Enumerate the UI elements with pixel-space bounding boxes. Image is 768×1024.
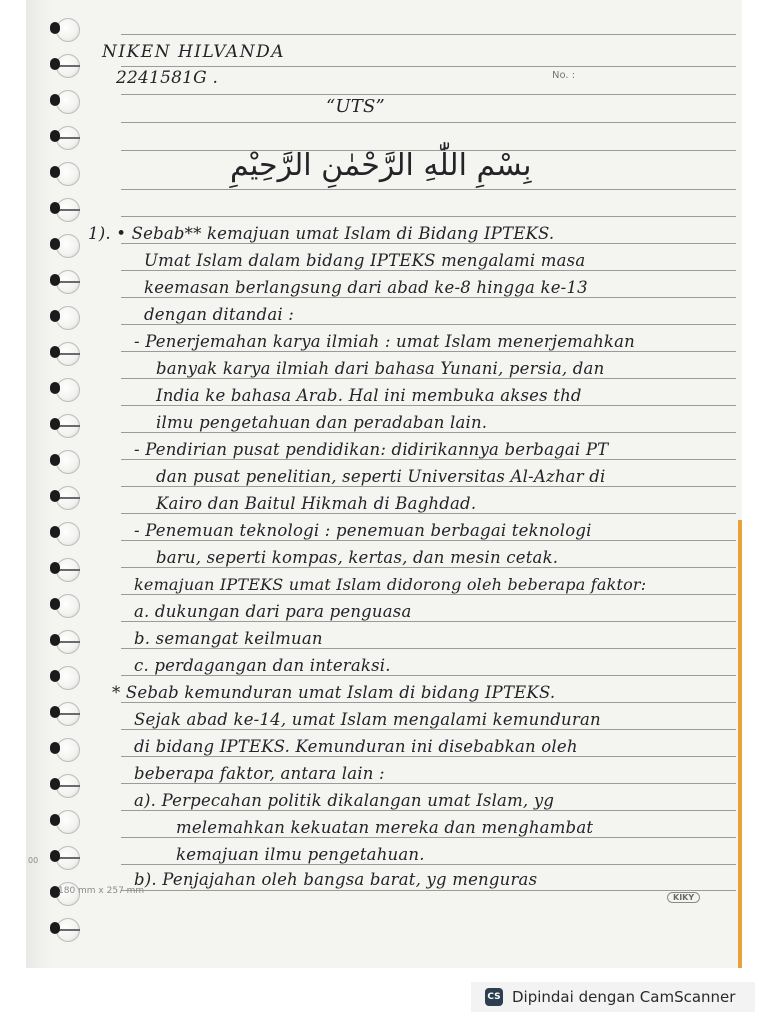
rule-line [121, 702, 736, 703]
rule-line [121, 432, 736, 433]
rule-line [121, 243, 736, 244]
scanned-page [26, 0, 742, 968]
rule-line [121, 567, 736, 568]
binder-ring [50, 22, 60, 34]
rule-line [121, 486, 736, 487]
text-line: c. perdagangan dan interaksi. [134, 656, 391, 675]
text-line: kemajuan ilmu pengetahuan. [176, 845, 425, 864]
text-line: dengan ditandai : [144, 305, 295, 324]
binder-ring [50, 454, 60, 466]
rule-line [121, 837, 736, 838]
rule-line [121, 459, 736, 460]
binder-ring [50, 274, 60, 286]
rule-line [121, 122, 736, 123]
rule-line [121, 378, 736, 379]
rule-line [121, 540, 736, 541]
binder-ring [50, 166, 60, 178]
binder-ring [50, 346, 60, 358]
binder-ring [50, 850, 60, 862]
paper-brand-logo: KIKY [667, 892, 700, 903]
text-line: - Pendirian pusat pendidikan: didirikannya berbagai PT [134, 440, 609, 459]
text-line: Umat Islam dalam bidang IPTEKS mengalami masa [144, 251, 586, 270]
binder-ring [50, 598, 60, 610]
text-line: a. dukungan dari para penguasa [134, 602, 412, 621]
text-line: kemajuan IPTEKS umat Islam didorong oleh beberapa faktor: [134, 575, 647, 594]
student-id: 2241581G . [116, 68, 219, 88]
text-line: dan pusat penelitian, seperti Universitas Al-Azhar di [156, 467, 606, 486]
camscanner-text: Dipindai dengan CamScanner [512, 988, 736, 1006]
binder-holes [56, 18, 96, 958]
rule-line [121, 621, 736, 622]
paper-size-print: 180 mm x 257 mm [58, 886, 145, 896]
text-line: keemasan berlangsung dari abad ke-8 hingga ke-13 [144, 278, 588, 297]
rule-line [121, 405, 736, 406]
text-line: - Penerjemahan karya ilmiah : umat Islam menerjemahkan [134, 332, 635, 351]
text-line: 1). • Sebab** kemajuan umat Islam di Bidang IPTEKS. [88, 224, 555, 243]
rule-line [121, 351, 736, 352]
rule-line [121, 675, 736, 676]
student-name: NIKEN HILVANDA [102, 42, 285, 62]
camscanner-icon: CS [485, 988, 503, 1006]
binder-ring [50, 94, 60, 106]
binder-ring [50, 526, 60, 538]
binder-ring [50, 814, 60, 826]
number-field-label: No. : [552, 70, 576, 81]
rule-line [121, 594, 736, 595]
rule-line [121, 783, 736, 784]
binder-ring [50, 310, 60, 322]
text-line: a). Perpecahan politik dikalangan umat Islam, yg [134, 791, 555, 810]
text-line: b. semangat keilmuan [134, 629, 323, 648]
text-line: baru, seperti kompas, kertas, dan mesin cetak. [156, 548, 559, 567]
rule-line [121, 270, 736, 271]
text-line: b). Penjajahan oleh bangsa barat, yg menguras [134, 870, 538, 889]
rule-line [121, 729, 736, 730]
binder-ring [50, 922, 60, 934]
text-line: banyak karya ilmiah dari bahasa Yunani, persia, dan [156, 359, 605, 378]
binder-ring [50, 742, 60, 754]
text-line: beberapa faktor, antara lain : [134, 764, 385, 783]
text-line: ilmu pengetahuan dan peradaban lain. [156, 413, 488, 432]
rule-line [121, 810, 736, 811]
rule-line [121, 890, 736, 891]
camscanner-watermark [471, 982, 755, 1012]
rule-line [121, 34, 736, 35]
binder-ring [50, 490, 60, 502]
rule-line [121, 216, 736, 217]
basmalah: بِسْمِ اللّٰهِ الرَّحْمٰنِ الرَّحِيْمِ [230, 148, 532, 183]
page-shadow [26, 0, 52, 968]
text-line: India ke bahasa Arab. Hal ini membuka akses thd [156, 386, 582, 405]
text-line: Sejak abad ke-14, umat Islam mengalami kemunduran [134, 710, 601, 729]
binder-ring [50, 130, 60, 142]
binder-ring [50, 562, 60, 574]
text-line: * Sebab kemunduran umat Islam di bidang IPTEKS. [112, 683, 556, 702]
binder-ring [50, 382, 60, 394]
text-line: di bidang IPTEKS. Kemunduran ini disebabkan oleh [134, 737, 578, 756]
binder-ring [50, 418, 60, 430]
rule-line [121, 756, 736, 757]
binder-ring [50, 778, 60, 790]
rule-line [121, 189, 736, 190]
rule-line [121, 324, 736, 325]
rule-line [121, 66, 736, 67]
rule-line [121, 297, 736, 298]
exam-title: “UTS” [326, 96, 385, 117]
binder-ring [50, 634, 60, 646]
text-line: - Penemuan teknologi : penemuan berbagai teknologi [134, 521, 592, 540]
binder-ring [50, 706, 60, 718]
binder-ring [50, 670, 60, 682]
rule-line [121, 648, 736, 649]
rule-line [121, 864, 736, 865]
paper-edge-mark: 00 [28, 856, 39, 865]
text-line: Kairo dan Baitul Hikmah di Baghdad. [156, 494, 477, 513]
text-line: melemahkan kekuatan mereka dan menghambat [176, 818, 594, 837]
paper-colored-edge [738, 520, 742, 968]
rule-line [121, 513, 736, 514]
binder-ring [50, 202, 60, 214]
rule-line [121, 94, 736, 95]
binder-ring [50, 238, 60, 250]
binder-ring [50, 58, 60, 70]
